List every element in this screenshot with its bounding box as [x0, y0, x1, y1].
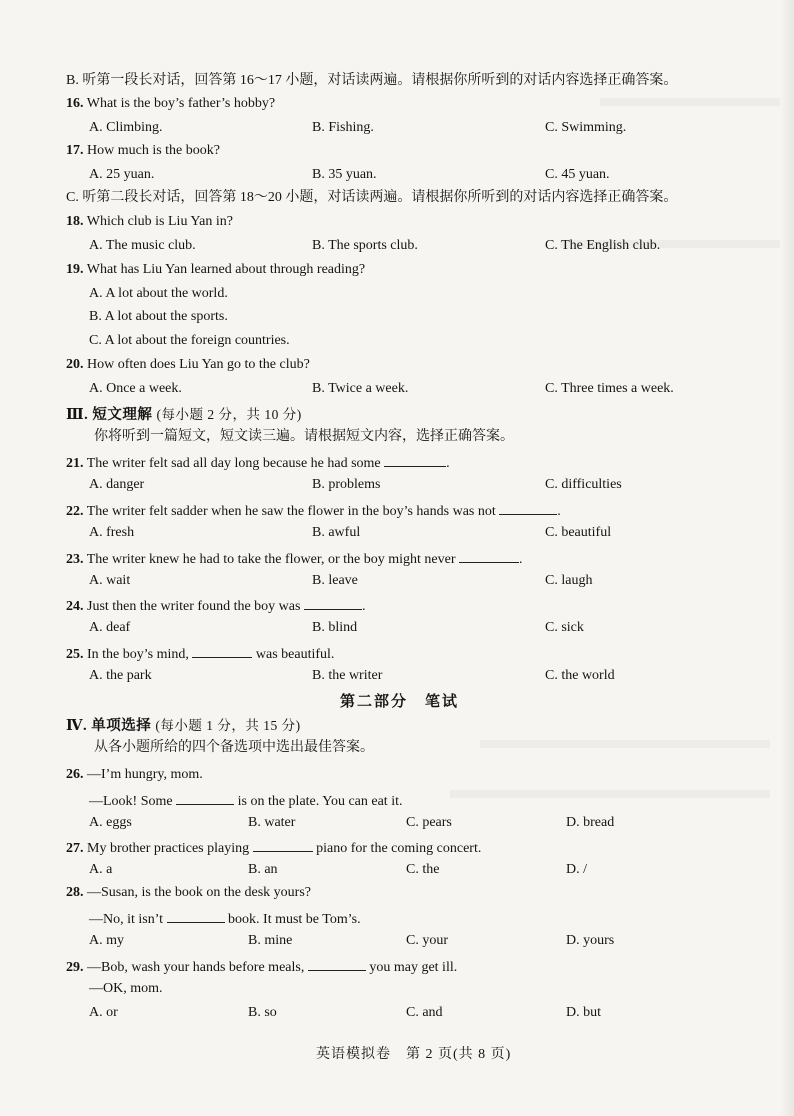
question-28-line-2	[89, 908, 361, 929]
answer-blank[interactable]	[459, 548, 519, 563]
option-d[interactable]: D. but	[566, 1005, 601, 1020]
page-edge-shadow	[780, 0, 794, 1116]
option-b[interactable]: B. blind	[312, 620, 358, 635]
option-c[interactable]: C. sick	[545, 620, 584, 635]
question-text: —I’m hungry, mom.	[87, 767, 203, 782]
question-17	[66, 142, 220, 160]
question-text: What is the boy’s father’s hobby?	[86, 96, 276, 111]
question-text: The writer felt sadder when he saw the flower in the boy’s hands was not	[86, 504, 496, 519]
question-number: 18.	[66, 214, 84, 229]
question-text-end: .	[446, 456, 450, 471]
option-c[interactable]: C. and	[406, 1005, 443, 1020]
option-d[interactable]: D. /	[566, 862, 587, 877]
option-a[interactable]: A. fresh	[89, 525, 135, 540]
question-text-end: book. It must be Tom’s.	[228, 912, 361, 927]
bleed-through	[600, 98, 780, 106]
option-c[interactable]: C. pears	[406, 815, 452, 830]
option-c[interactable]: C. 45 yuan.	[545, 167, 610, 182]
option-b[interactable]: B. mine	[248, 933, 293, 948]
question-text-end: .	[361, 599, 366, 614]
section-4-heading	[66, 714, 301, 735]
question-text: —No, it isn’t	[89, 912, 164, 927]
question-number: 19.	[66, 262, 84, 277]
option-a[interactable]: A. A lot about the world.	[89, 286, 228, 301]
option-b[interactable]: B. water	[248, 815, 296, 830]
option-b[interactable]: B. Fishing.	[312, 120, 374, 135]
bleed-through	[480, 740, 770, 748]
option-c[interactable]: C. Three times a week.	[545, 381, 674, 396]
option-b[interactable]: B. an	[248, 862, 278, 877]
page-footer: 英语模拟卷 第 2 页(共 8 页)	[316, 1047, 512, 1062]
option-a[interactable]: A. danger	[89, 477, 145, 492]
option-a[interactable]: A. wait	[89, 573, 131, 588]
question-text: My brother practices playing	[87, 841, 250, 856]
question-number: 28.	[66, 885, 84, 900]
answer-blank[interactable]	[176, 790, 234, 805]
section-score: (每小题 1 分，共 15 分)	[155, 718, 301, 733]
question-20	[66, 356, 310, 374]
option-a[interactable]: A. my	[89, 933, 124, 948]
instruction-c: C. 听第二段长对话，回答第 18～20 小题，对话读两遍。请根据你所听到的对话内容选择正确答案。	[66, 190, 678, 205]
question-number: 23.	[66, 552, 84, 567]
option-b[interactable]: B. A lot about the sports.	[89, 309, 228, 324]
question-24	[66, 595, 365, 616]
question-text-end: is on the plate. You can eat it.	[237, 794, 403, 809]
question-29	[66, 956, 457, 977]
option-c[interactable]: C. the	[406, 862, 440, 877]
question-22	[66, 500, 561, 521]
question-number: 24.	[66, 599, 84, 614]
question-text: The writer felt sad all day long because he had some	[86, 456, 381, 471]
option-b[interactable]: B. The sports club.	[312, 238, 418, 253]
question-number: 26.	[66, 767, 84, 782]
question-29-line-2: —OK, mom.	[89, 981, 163, 996]
question-21	[66, 452, 450, 473]
answer-blank[interactable]	[384, 452, 446, 467]
question-text: —Bob, wash your hands before meals,	[87, 960, 305, 975]
question-number: 27.	[66, 841, 84, 856]
answer-blank[interactable]	[167, 908, 225, 923]
section-4-description: 从各小题所给的四个备选项中选出最佳答案。	[94, 740, 374, 755]
option-c[interactable]: C. laugh	[545, 573, 593, 588]
part-2-title: 第二部分 笔试	[340, 694, 460, 710]
option-a[interactable]: A. 25 yuan.	[89, 167, 155, 182]
option-a[interactable]: A. deaf	[89, 620, 131, 635]
option-b[interactable]: B. the writer	[312, 668, 383, 683]
question-number: 20.	[66, 357, 84, 372]
option-c[interactable]: C. your	[406, 933, 448, 948]
section-title: Ⅲ. 短文理解	[66, 407, 153, 423]
question-text-end: piano for the coming concert.	[316, 841, 482, 856]
section-score: (每小题 2 分，共 10 分)	[156, 407, 302, 422]
answer-blank[interactable]	[308, 956, 366, 971]
question-text-end: .	[519, 552, 523, 567]
question-25	[66, 643, 334, 664]
option-b[interactable]: B. so	[248, 1005, 277, 1020]
question-text: —Look! Some	[89, 794, 173, 809]
option-d[interactable]: D. yours	[566, 933, 615, 948]
option-d[interactable]: D. bread	[566, 815, 615, 830]
question-text: In the boy’s mind,	[87, 647, 189, 662]
question-text: The writer knew he had to take the flower, or the boy might never	[86, 552, 456, 567]
question-text: —Susan, is the book on the desk yours?	[87, 885, 311, 900]
option-a[interactable]: A. Once a week.	[89, 381, 182, 396]
question-18	[66, 213, 233, 231]
section-title: Ⅳ. 单项选择	[66, 718, 152, 734]
option-a[interactable]: A. The music club.	[89, 238, 196, 253]
question-number: 21.	[66, 456, 84, 471]
option-c[interactable]: C. the world	[545, 668, 615, 683]
section-3-description: 你将听到一篇短文，短文读三遍。请根据短文内容，选择正确答案。	[94, 429, 514, 444]
option-b[interactable]: B. problems	[312, 477, 381, 492]
question-text-end: was beautiful.	[255, 647, 335, 662]
answer-blank[interactable]	[499, 500, 557, 515]
question-text: What has Liu Yan learned about through reading?	[86, 262, 366, 277]
answer-blank[interactable]	[192, 643, 252, 658]
question-number: 29.	[66, 960, 84, 975]
question-19	[66, 261, 365, 279]
question-text: Which club is Liu Yan in?	[86, 214, 233, 229]
section-3-heading	[66, 403, 302, 424]
question-number: 17.	[66, 143, 84, 158]
option-a[interactable]: A. eggs	[89, 815, 132, 830]
question-number: 16.	[66, 96, 84, 111]
answer-blank[interactable]	[304, 595, 362, 610]
question-27	[66, 837, 481, 858]
option-c[interactable]: C. A lot about the foreign countries.	[89, 333, 290, 348]
question-text: How much is the book?	[87, 143, 220, 158]
question-26-line-2	[89, 790, 402, 811]
question-16	[66, 95, 275, 113]
question-number: 25.	[66, 647, 84, 662]
bleed-through	[450, 790, 770, 798]
option-b[interactable]: B. awful	[312, 525, 361, 540]
option-c[interactable]: C. The English club.	[545, 238, 661, 253]
option-c[interactable]: C. difficulties	[545, 477, 622, 492]
question-23	[66, 548, 523, 569]
option-c[interactable]: C. Swimming.	[545, 120, 627, 135]
question-text-end: you may get ill.	[369, 960, 458, 975]
question-text: How often does Liu Yan go to the club?	[87, 357, 310, 372]
option-b[interactable]: B. leave	[312, 573, 358, 588]
question-26	[66, 766, 203, 784]
option-a[interactable]: A. Climbing.	[89, 120, 163, 135]
option-b[interactable]: B. Twice a week.	[312, 381, 409, 396]
option-b[interactable]: B. 35 yuan.	[312, 167, 377, 182]
question-text-end: .	[557, 504, 561, 519]
option-c[interactable]: C. beautiful	[545, 525, 612, 540]
question-text: Just then the writer found the boy was	[87, 599, 301, 614]
question-28	[66, 884, 311, 902]
instruction-b: B. 听第一段长对话，回答第 16～17 小题，对话读两遍。请根据你所听到的对话内容选择正确答案。	[66, 73, 678, 88]
option-a[interactable]: A. a	[89, 862, 113, 877]
option-a[interactable]: A. or	[89, 1005, 118, 1020]
answer-blank[interactable]	[253, 837, 313, 852]
question-number: 22.	[66, 504, 84, 519]
option-a[interactable]: A. the park	[89, 668, 152, 683]
